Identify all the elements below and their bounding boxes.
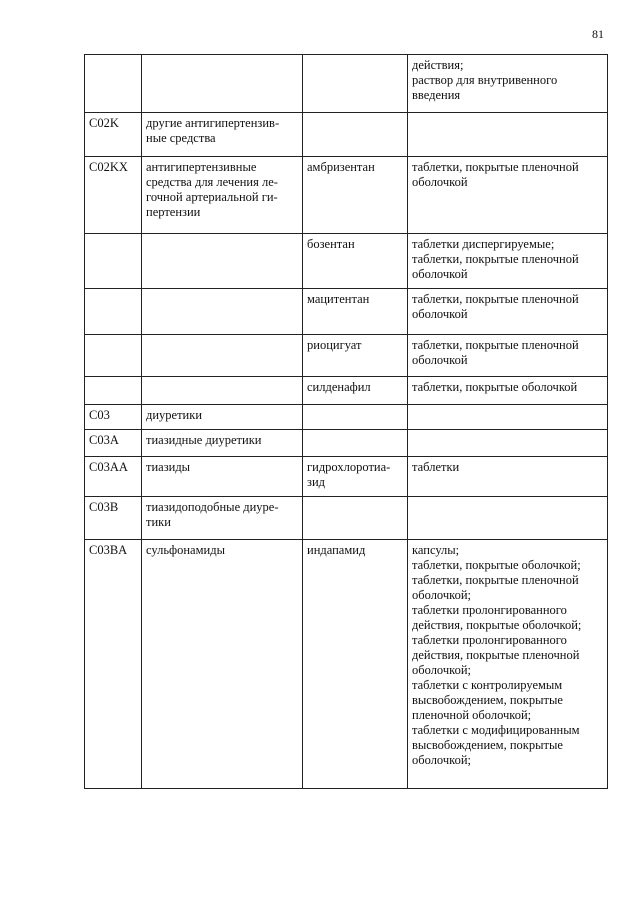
dosage-form: таблетки xyxy=(412,460,460,474)
atc-code-cell xyxy=(85,113,142,157)
dosage-form-cell xyxy=(408,457,608,497)
atc-code-cell xyxy=(85,377,142,405)
atc-code-cell xyxy=(85,497,142,540)
table-row xyxy=(85,55,608,113)
dosage-form-cell xyxy=(408,289,608,335)
dosage-form-cell xyxy=(408,377,608,405)
table-row xyxy=(85,335,608,377)
atc-code-cell xyxy=(85,55,142,113)
table-row xyxy=(85,157,608,234)
inn-cell xyxy=(303,430,408,457)
dosage-form: таблетки, покрытые пленочной оболочкой xyxy=(412,292,579,321)
dosage-form-cell xyxy=(408,335,608,377)
inn-cell xyxy=(303,405,408,430)
group-cell xyxy=(142,377,303,405)
dosage-form-cell xyxy=(408,497,608,540)
atc-code: C03 xyxy=(89,408,110,422)
page-number: 81 xyxy=(592,27,604,41)
dosage-form: таблетки, покрытые пленочной оболочкой xyxy=(412,338,579,367)
inn-cell xyxy=(303,234,408,289)
table-row xyxy=(85,405,608,430)
inn-cell xyxy=(303,55,408,113)
dosage-form-cell xyxy=(408,405,608,430)
inn-cell xyxy=(303,540,408,789)
table-row xyxy=(85,289,608,335)
table-row xyxy=(85,113,608,157)
pharmacological-group: диуретики xyxy=(146,408,203,422)
pharmacological-group: тиазиды xyxy=(146,460,191,474)
dosage-form: таблетки, покрытые пленочной оболочкой xyxy=(412,160,579,189)
atc-code-cell xyxy=(85,157,142,234)
inn-cell xyxy=(303,335,408,377)
atc-code: C02KX xyxy=(89,160,128,174)
drug-name: бозентан xyxy=(307,237,355,251)
table-row xyxy=(85,540,608,789)
pharmacological-group: тиазидоподобные диуре- тики xyxy=(146,500,279,529)
dosage-form-cell xyxy=(408,234,608,289)
dosage-form-cell xyxy=(408,113,608,157)
group-cell xyxy=(142,113,303,157)
atc-code-cell xyxy=(85,234,142,289)
group-cell xyxy=(142,157,303,234)
group-cell xyxy=(142,540,303,789)
group-cell xyxy=(142,497,303,540)
dosage-form: таблетки диспергируемые; таблетки, покрытые пленочной оболочкой xyxy=(412,237,579,281)
atc-code: C03B xyxy=(89,500,119,514)
inn-cell xyxy=(303,289,408,335)
atc-code: C03BA xyxy=(89,543,128,557)
atc-code-cell xyxy=(85,335,142,377)
pharmacological-group: сульфонамиды xyxy=(146,543,225,557)
group-cell xyxy=(142,234,303,289)
drug-name: риоцигуат xyxy=(307,338,362,352)
table-row xyxy=(85,377,608,405)
atc-code-cell xyxy=(85,457,142,497)
dosage-form-cell xyxy=(408,157,608,234)
drug-name: мацитентан xyxy=(307,292,370,306)
inn-cell xyxy=(303,113,408,157)
group-cell xyxy=(142,430,303,457)
pharmacological-group: другие антигипертензив- ные средства xyxy=(146,116,280,145)
drug-name: амбризентан xyxy=(307,160,375,174)
table-row xyxy=(85,234,608,289)
dosage-form: действия; раствор для внутривенного введения xyxy=(412,58,558,102)
drug-name: силденафил xyxy=(307,380,371,394)
group-cell xyxy=(142,405,303,430)
drug-table xyxy=(84,54,608,789)
dosage-form: таблетки, покрытые оболочкой xyxy=(412,380,578,394)
drug-table-body xyxy=(85,55,608,789)
pharmacological-group: антигипертензивные средства для лечения ле- гочной артериальной ги- пертензии xyxy=(146,160,278,219)
pharmacological-group: тиазидные диуретики xyxy=(146,433,262,447)
atc-code: C03AA xyxy=(89,460,128,474)
group-cell xyxy=(142,457,303,497)
table-row xyxy=(85,457,608,497)
atc-code-cell xyxy=(85,540,142,789)
inn-cell xyxy=(303,457,408,497)
inn-cell xyxy=(303,497,408,540)
group-cell xyxy=(142,55,303,113)
group-cell xyxy=(142,335,303,377)
atc-code: C03A xyxy=(89,433,119,447)
dosage-form-cell xyxy=(408,55,608,113)
inn-cell xyxy=(303,157,408,234)
dosage-form-cell xyxy=(408,540,608,789)
atc-code: C02K xyxy=(89,116,119,130)
atc-code-cell xyxy=(85,405,142,430)
atc-code-cell xyxy=(85,430,142,457)
atc-code-cell xyxy=(85,289,142,335)
table-row xyxy=(85,430,608,457)
inn-cell xyxy=(303,377,408,405)
table-row xyxy=(85,497,608,540)
dosage-form-cell xyxy=(408,430,608,457)
group-cell xyxy=(142,289,303,335)
drug-name: индапамид xyxy=(307,543,366,557)
dosage-form: капсулы; таблетки, покрытые оболочкой; таблетки, покрытые пленочной оболочкой; таблетки пролонгированного действия, покрытые оболочкой; таблетки пролонгированного действия, покрытые пленочной оболочкой; таблетки с контролируемым высвобождением, покрытые пленочной оболочкой; таблетки с модифицированным высвобождением, покрытые оболочкой; xyxy=(412,543,582,767)
drug-name: гидрохлоротиа- зид xyxy=(307,460,391,489)
